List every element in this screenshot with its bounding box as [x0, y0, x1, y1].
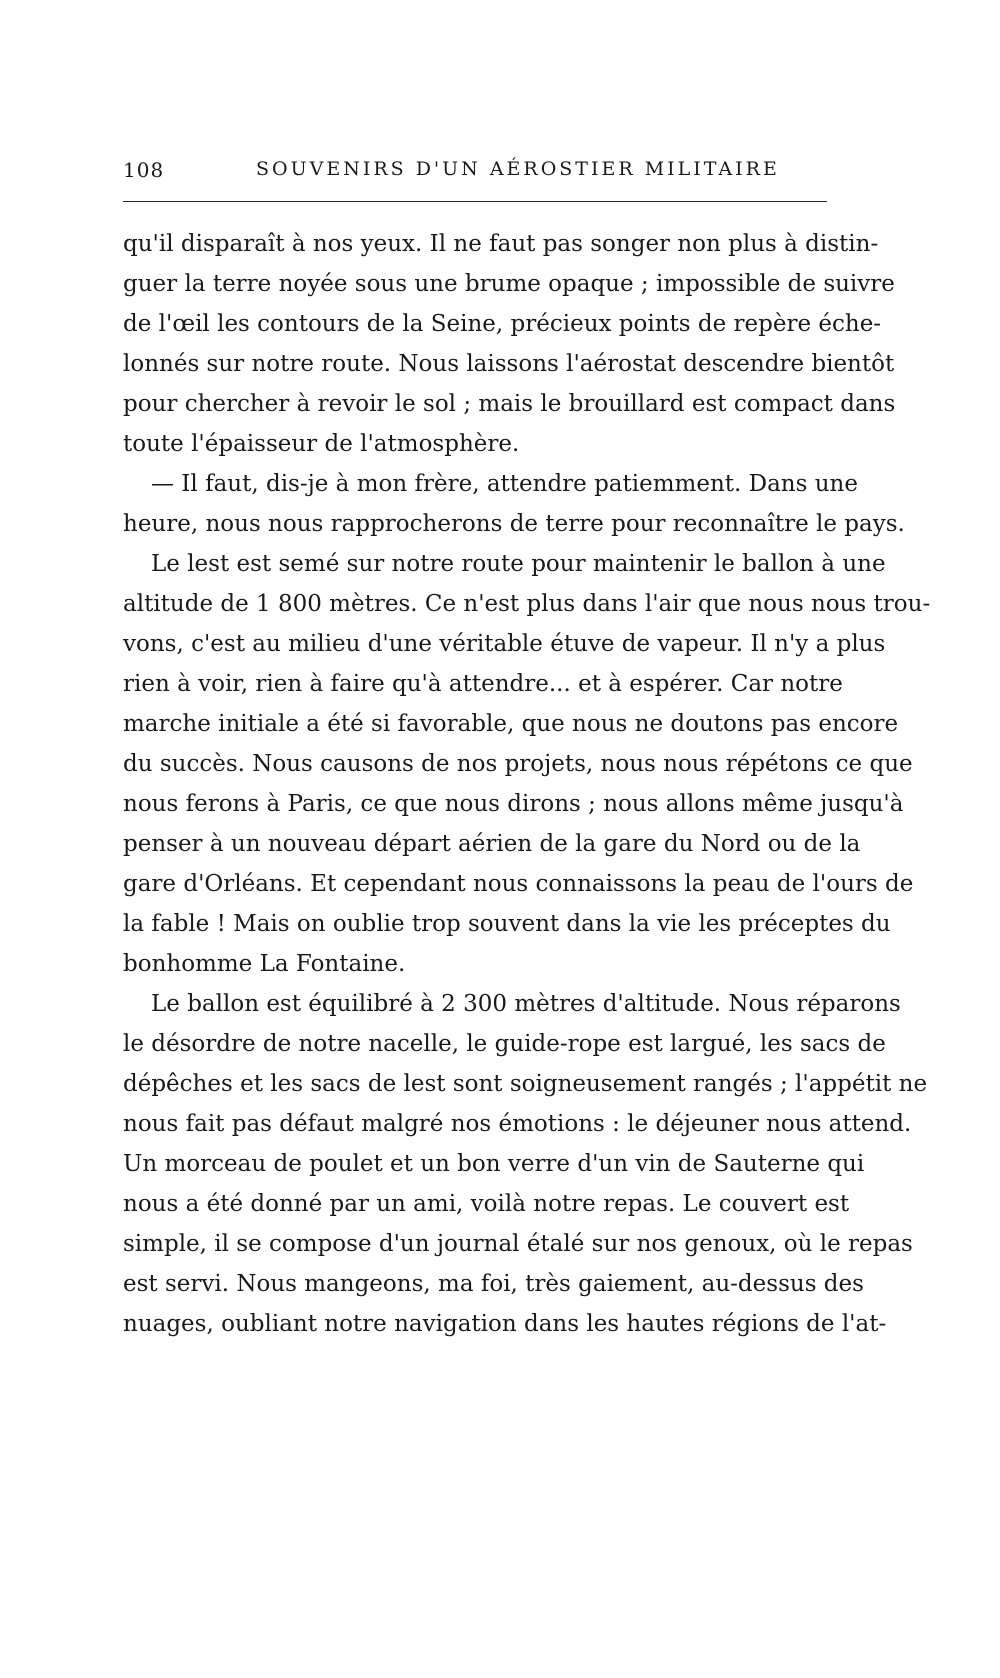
text-line: guer la terre noyée sous une brume opaque ; impossible de suivre [123, 271, 895, 297]
header-rule [123, 201, 827, 202]
text-line: penser à un nouveau départ aérien de la gare du Nord ou de la [123, 831, 861, 857]
text-line: — Il faut, dis-je à mon frère, attendre patiemment. Dans une [151, 471, 858, 497]
text-line: nous fait pas défaut malgré nos émotions : le déjeuner nous attend. [123, 1111, 912, 1137]
text-line: vons, c'est au milieu d'une véritable étuve de vapeur. Il n'y a plus [123, 631, 886, 657]
text-line: Un morceau de poulet et un bon verre d'un vin de Sauterne qui [123, 1151, 865, 1177]
text-line: nous a été donné par un ami, voilà notre repas. Le couvert est [123, 1191, 850, 1217]
text-line: nuages, oubliant notre navigation dans les hautes régions de l'at- [123, 1311, 887, 1337]
text-line: rien à voir, rien à faire qu'à attendre... et à espérer. Car notre [123, 671, 843, 697]
text-line: est servi. Nous mangeons, ma foi, très gaiement, au-dessus des [123, 1271, 864, 1297]
text-line: qu'il disparaît à nos yeux. Il ne faut pas songer non plus à distin- [123, 231, 879, 257]
text-line: pour chercher à revoir le sol ; mais le brouillard est compact dans [123, 391, 896, 417]
text-line: de l'œil les contours de la Seine, précieux points de repère éche- [123, 311, 882, 337]
text-line: toute l'épaisseur de l'atmosphère. [123, 431, 520, 457]
running-head [123, 158, 827, 188]
text-line: marche initiale a été si favorable, que nous ne doutons pas encore [123, 711, 899, 737]
text-line: le désordre de notre nacelle, le guide-rope est largué, les sacs de [123, 1031, 886, 1057]
text-line: simple, il se compose d'un journal étalé sur nos genoux, où le repas [123, 1231, 913, 1257]
text-line: Le lest est semé sur notre route pour maintenir le ballon à une [151, 551, 886, 577]
text-line: bonhomme La Fontaine. [123, 951, 406, 977]
page-number: 108 [123, 158, 165, 182]
text-line: lonnés sur notre route. Nous laissons l'aérostat descendre bientôt [123, 351, 895, 377]
text-line: la fable ! Mais on oublie trop souvent dans la vie les préceptes du [123, 911, 891, 937]
running-title: SOUVENIRS D'UN AÉROSTIER MILITAIRE [256, 158, 780, 180]
text-line: dépêches et les sacs de lest sont soigneusement rangés ; l'appétit ne [123, 1071, 928, 1097]
text-line: du succès. Nous causons de nos projets, nous nous répétons ce que [123, 751, 913, 777]
body-text [123, 224, 931, 1344]
text-line: heure, nous nous rapprocherons de terre pour reconnaître le pays. [123, 511, 905, 537]
text-line: nous ferons à Paris, ce que nous dirons ; nous allons même jusqu'à [123, 791, 904, 817]
text-line: Le ballon est équilibré à 2 300 mètres d'altitude. Nous réparons [151, 991, 901, 1017]
text-line: gare d'Orléans. Et cependant nous connaissons la peau de l'ours de [123, 871, 914, 897]
text-line: altitude de 1 800 mètres. Ce n'est plus dans l'air que nous nous trou- [123, 591, 931, 617]
